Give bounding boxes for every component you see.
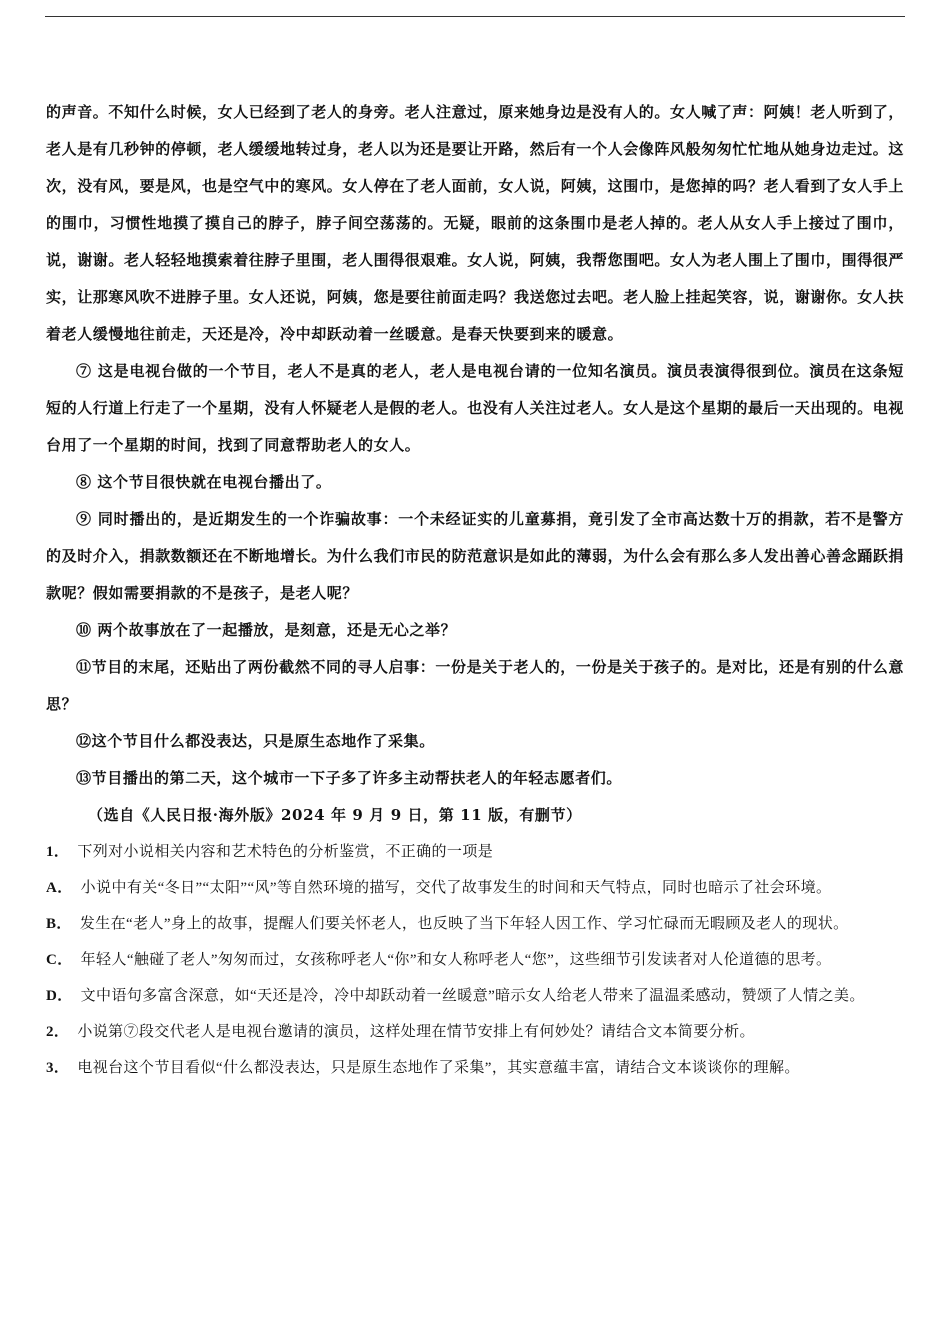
option-c-text: 年轻人“触碰了老人”匆匆而过，女孩称呼老人“你”和女人称呼老人“您”，这些细节引发读者对人伦道德的思考。 — [80, 952, 832, 968]
paragraph-7: ⑦ 这是电视台做的一个节目，老人不是真的老人，老人是电视台请的一位知名演员。演员表演得很到位。演员在这条短短的人行道上行走了一个星期，没有人怀疑老人是假的老人。也没有人关注过老人。女人是这个星期的最后一天出现的。电视台用了一个星期的时间，找到了同意帮助老人的女人。 — [46, 362, 905, 454]
question-1-text: 下列对小说相关内容和艺术特色的分析鉴赏，不正确的一项是 — [77, 844, 494, 860]
option-d — [46, 978, 904, 1014]
option-c-label: C． — [46, 952, 73, 968]
story-passage — [46, 94, 904, 834]
option-d-text: 文中语句多富含深意，如“天还是冷，冷中却跃动着一丝暖意”暗示女人给老人带来了温温柔感动，赞颂了人情之美。 — [80, 988, 865, 1004]
paragraph-11: ⑪节目的末尾，还贴出了两份截然不同的寻人启事：一份是关于老人的，一份是关于孩子的。是对比，还是有别的什么意思？ — [46, 658, 904, 713]
option-b-text: 发生在“老人”身上的故事，提醒人们要关怀老人，也反映了当下年轻人因工作、学习忙碌而无暇顾及老人的现状。 — [79, 916, 849, 932]
question-3-text: 电视台这个节目看似“什么都没表达，只是原生态地作了采集”，其实意蕴丰富，请结合文本谈谈你的理解。 — [77, 1060, 800, 1076]
question-3 — [46, 1050, 904, 1086]
paragraph-12: ⑫这个节目什么都没表达，只是原生态地作了采集。 — [76, 732, 435, 750]
paragraph-6-continued: 的声音。不知什么时候，女人已经到了老人的身旁。老人注意过，原来她身边是没有人的。女人喊了声：阿姨！老人听到了，老人是有几秒钟的停顿，老人缓缓地转过身，老人以为还是要让开路，然后有一个人会像阵风般匆匆忙忙地从她身边走过。这次，没有风，要是风，也是空气中的寒风。女人停在了老人面前，女人说，阿姨，这围巾，是您掉的吗？老人看到了女人手上的围巾，习惯性地摸了摸自己的脖子，脖子间空荡荡的。无疑，眼前的这条围巾是老人掉的。老人从女人手上接过了围巾，说，谢谢。老人轻轻地摸索着往脖子里围，老人围得很艰难。女人说，阿姨，我帮您围吧。女人为老人围上了围巾，围得很严实，让那寒风吹不进脖子里。女人还说，阿姨，您是要往前面走吗？我送您过去吧。老人脸上挂起笑容，说，谢谢你。女人扶着老人缓慢地往前走，天还是冷，冷中却跃动着一丝暖意。是春天快要到来的暖意。 — [46, 103, 905, 343]
paragraph-10: ⑩ 两个故事放在了一起播放，是刻意，还是无心之举？ — [76, 621, 457, 639]
question-2-text: 小说第⑦段交代老人是电视台邀请的演员，这样处理在情节安排上有何妙处？请结合文本简要分析。 — [77, 1024, 755, 1040]
option-b — [46, 906, 904, 942]
source-citation: （选自《人民日报·海外版》2024 年 9 月 9 日，第 11 版，有删节） — [88, 806, 582, 824]
question-1 — [46, 834, 904, 870]
question-2 — [46, 1014, 904, 1050]
document-body — [46, 94, 904, 1086]
paragraph-8: ⑧ 这个节目很快就在电视台播出了。 — [76, 473, 332, 491]
paragraph-9: ⑨ 同时播出的，是近期发生的一个诈骗故事：一个未经证实的儿童募捐，竟引发了全市高达数十万的捐款，若不是警方的及时介入，捐款数额还在不断地增长。为什么我们市民的防范意识是如此的薄弱，为什么会有那么多人发出善心善念踊跃捐款呢？假如需要捐款的不是孩子，是老人呢？ — [46, 510, 905, 602]
question-section — [46, 834, 904, 1086]
option-a — [46, 870, 904, 906]
question-1-number: 1． — [46, 844, 70, 860]
paragraph-13: ⑬节目播出的第二天，这个城市一下子多了许多主动帮扶老人的年轻志愿者们。 — [76, 769, 623, 787]
option-a-label: A． — [46, 880, 73, 896]
option-c — [46, 942, 904, 978]
question-3-number: 3． — [46, 1060, 70, 1076]
option-a-text: 小说中有关“冬日”“太阳”“风”等自然环境的描写，交代了故事发生的时间和天气特点，同时也暗示了社会环境。 — [80, 880, 832, 896]
question-2-number: 2． — [46, 1024, 70, 1040]
option-b-label: B． — [46, 916, 72, 932]
option-d-label: D． — [46, 988, 73, 1004]
header-rule — [45, 16, 905, 17]
